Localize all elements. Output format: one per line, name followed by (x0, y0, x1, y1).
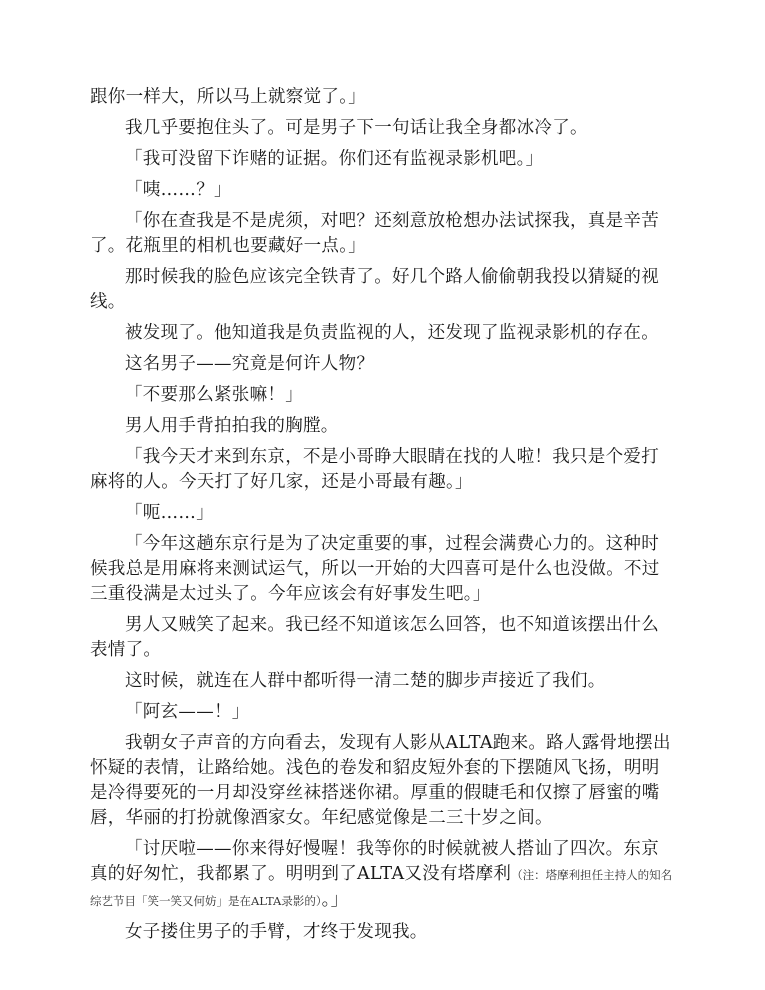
paragraph: 「阿玄——！」 (125, 702, 250, 722)
paragraph: 「我可没留下诈赌的证据。你们还有监视录影机吧。」 (125, 149, 544, 169)
paragraph: 我几乎要抱住头了。可是男子下一句话让我全身都冰冷了。 (125, 118, 588, 138)
paragraph: 「咦……？」 (125, 180, 232, 200)
paragraph: 「不要那么紧张嘛！」 (125, 385, 303, 405)
paragraph: 跟你一样大，所以马上就察觉了。」 (90, 87, 367, 107)
paragraph: 「今年这趟东京行是为了决定重要的事，过程会满费心力的。这种时候我总是用麻将来测试运气，所以一开始的大四喜可是什么也没做。不过三重役满是太过头了。今年应该会有好事发生吧。」 (90, 534, 660, 604)
paragraph-with-note (90, 837, 675, 914)
paragraph: 女子搂住男子的手臂，才终于发现我。 (125, 922, 428, 942)
paragraph-text: 「讨厌啦——你来得好慢喔！我等你的时候就被人搭讪了四次。东京真的好匆忙，我都累了。明明到了ALTA又没有塔摩利 (90, 839, 659, 884)
paragraph: 被发现了。他知道我是负责监视的人，还发现了监视录影机的存在。 (125, 323, 659, 343)
paragraph: 男人又贼笑了起来。我已经不知道该怎么回答，也不知道该摆出什么表情了。 (90, 615, 659, 660)
paragraph: 我朝女子声音的方向看去，发现有人影从ALTA跑来。路人露骨地摆出怀疑的表情，让路给她。浅色的卷发和貂皮短外套的下摆随风飞扬，明明是冷得要死的一月却没穿丝袜搭迷你裙。厚重的假睫毛和仅擦了唇蜜的嘴唇，华丽的打扮就像酒家女。年纪感觉像是二三十岁之间。 (90, 733, 671, 828)
paragraph: 男人用手背拍拍我的胸膛。 (125, 416, 339, 436)
paragraph: 「呃……」 (125, 503, 214, 523)
paragraph: 这时候，就连在人群中都听得一清二楚的脚步声接近了我们。 (125, 671, 606, 691)
paragraph: 「你在查我是不是虎须，对吧？还刻意放枪想办法试探我，真是辛苦了。花瓶里的相机也要藏好一点。」 (90, 211, 659, 256)
paragraph: 「我今天才来到东京，不是小哥睁大眼睛在找的人啦！我只是个爱打麻将的人。今天打了好几家，还是小哥最有趣。」 (90, 447, 659, 492)
paragraph-text-end: 。」 (321, 890, 349, 910)
paragraph: 这名男子——究竟是何许人物？ (125, 354, 375, 374)
translator-note: （注：塔摩利担任主持人的知名综艺节目「笑一笑又何妨」是在ALTA录影的） (90, 868, 673, 908)
document-page (90, 85, 675, 951)
paragraph: 那时候我的脸色应该完全铁青了。好几个路人偷偷朝我投以猜疑的视线。 (90, 267, 659, 312)
